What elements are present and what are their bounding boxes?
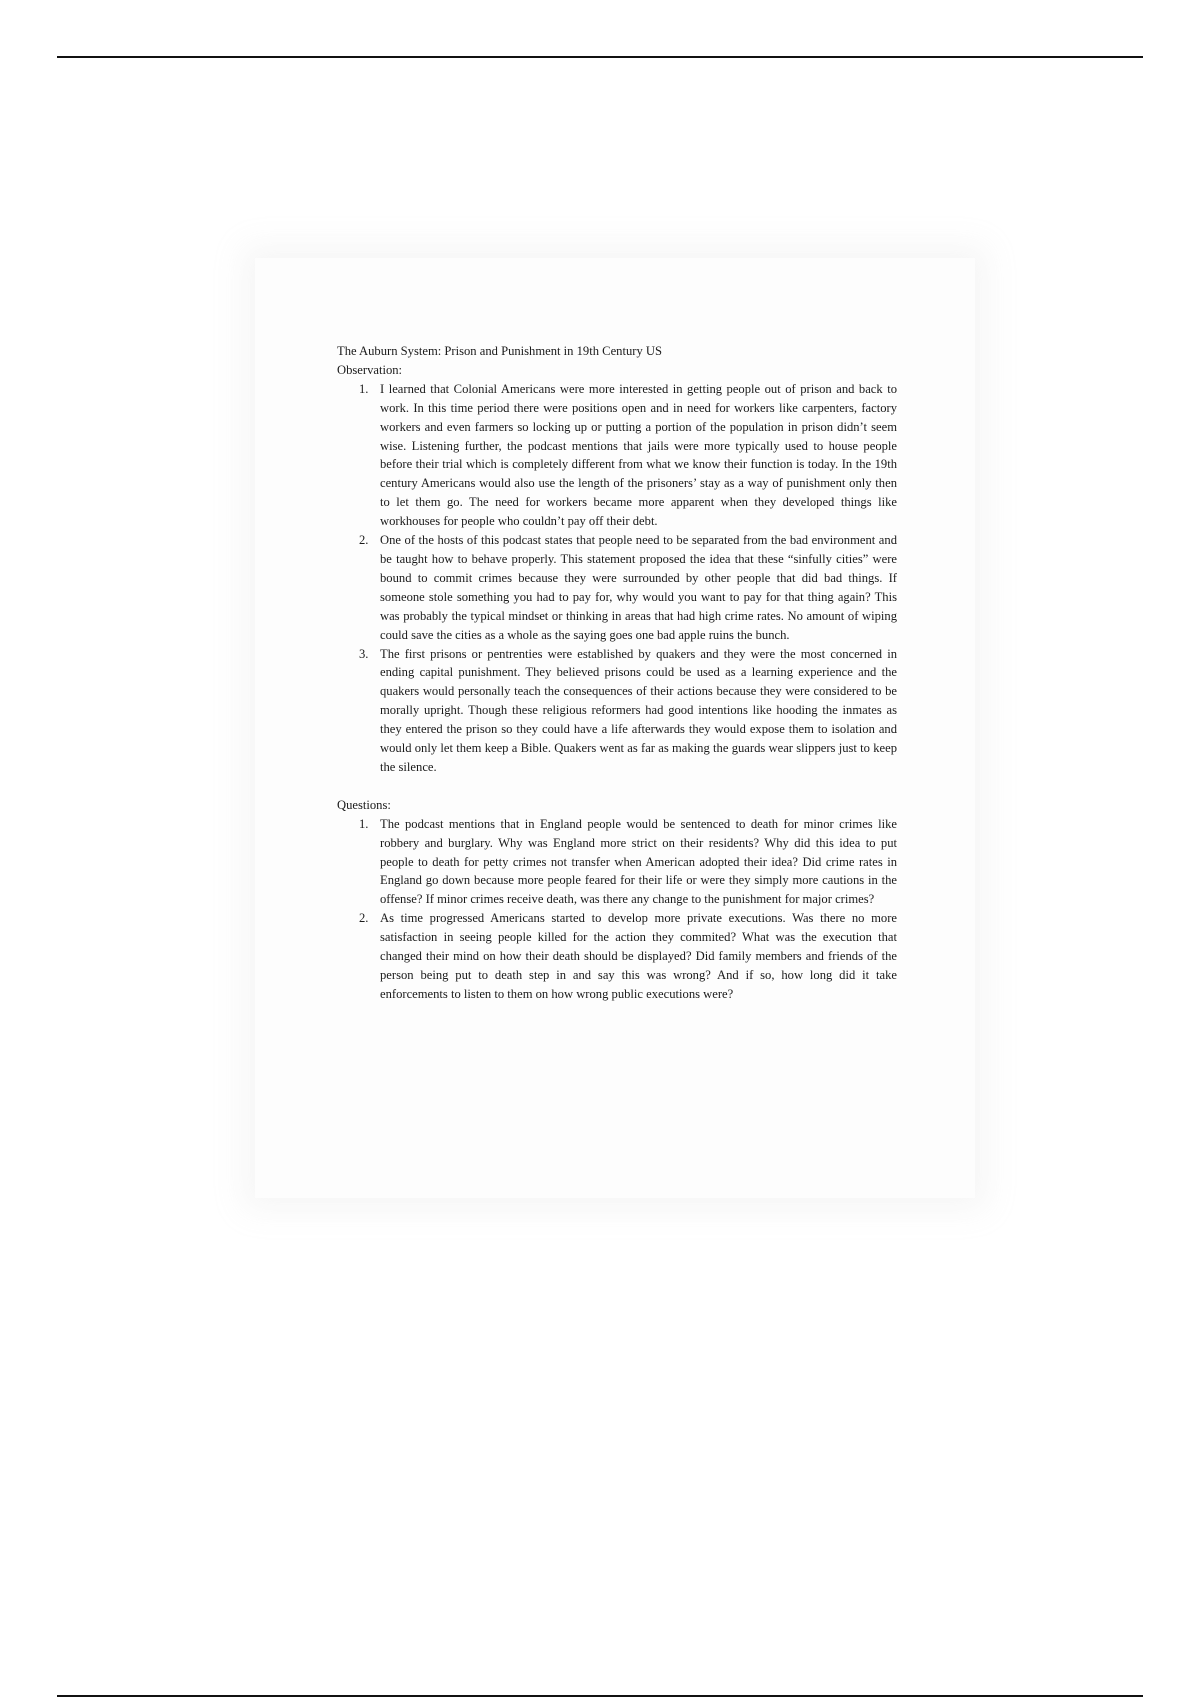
list-item-text: As time progressed Americans started to develop more private executions. Was there no more satisfaction in seeing people killed for the action they commited? What was the execution that changed their mind on how their death should be displayed? Did family members and friends of the person being put to death step in and say this was wrong? And if so, how long did it take enforcements to listen to them on how wrong public executions were? xyxy=(380,911,897,1001)
list-number: 3. xyxy=(359,646,369,661)
document-body xyxy=(337,342,897,1004)
list-item-text: The podcast mentions that in England people would be sentenced to death for minor crimes like robbery and burglary. Why was England more strict on their residents? Why did this idea to put people to death for petty crimes not transfer when American adopted their idea? Did crime rates in England go down because more people feared for their life or were they simply more cautions in the offense? If minor crimes receive death, was there any change to the punishment for major crimes? xyxy=(380,816,897,907)
paragraph-gap xyxy=(337,777,897,796)
observation-heading: Observation: xyxy=(337,362,403,377)
bottom-rule xyxy=(57,1695,1143,1697)
list-number: 1. xyxy=(359,381,369,396)
questions-heading: Questions: xyxy=(337,797,391,812)
list-number: 2. xyxy=(359,911,369,926)
list-item xyxy=(337,645,897,777)
list-item-text: One of the hosts of this podcast states that people need to be separated from the bad environment and be taught how to behave properly. This statement proposed the idea that these “sinfully cities” were bound to commit crimes because they were surrounded by other people that did bad things. If someone stole something you had to pay for, why would you want to pay for that thing again? This was probably the typical mindset or thinking in areas that had high crime rates. No amount of wiping could save the cities as a whole as the saying goes one bad apple ruins the bunch. xyxy=(380,533,897,642)
list-item-text: I learned that Colonial Americans were more interested in getting people out of prison and back to work. In this time period there were positions open and in need for workers like carpenters, factory workers and even farmers so locking up or putting a portion of the population in prison didn’t seem wise. Listening further, the podcast mentions that jails were more typically used to house people before their trial which is completely different from what we know their function is today. In the 19th century Americans would also use the length of the prisoners’ stay as a way of punishment only then to let them go. The need for workers became more apparent when they developed things like workhouses for people who couldn’t pay off their debt. xyxy=(380,381,897,529)
questions-list xyxy=(337,815,897,1004)
list-item-text: The first prisons or pentrenties were established by quakers and they were the most concerned in ending capital punishment. They believed prisons could be used as a learning experience and the quakers would personally teach the consequences of their actions because they were considered to be morally upright. Though these religious reformers had good intentions like hooding the inmates as they entered the prison so they could have a life afterwards they would expose them to isolation and would only let them keep a Bible. Quakers went as far as making the guards wear slippers just to keep the silence. xyxy=(380,646,897,774)
list-item xyxy=(337,531,897,644)
observation-list xyxy=(337,380,897,777)
list-number: 1. xyxy=(359,816,369,831)
document-title: The Auburn System: Prison and Punishment in 19th Century US xyxy=(337,344,662,358)
list-item xyxy=(337,909,897,1004)
list-item xyxy=(337,815,897,910)
top-rule xyxy=(57,56,1143,58)
list-item xyxy=(337,380,897,531)
list-number: 2. xyxy=(359,533,369,548)
